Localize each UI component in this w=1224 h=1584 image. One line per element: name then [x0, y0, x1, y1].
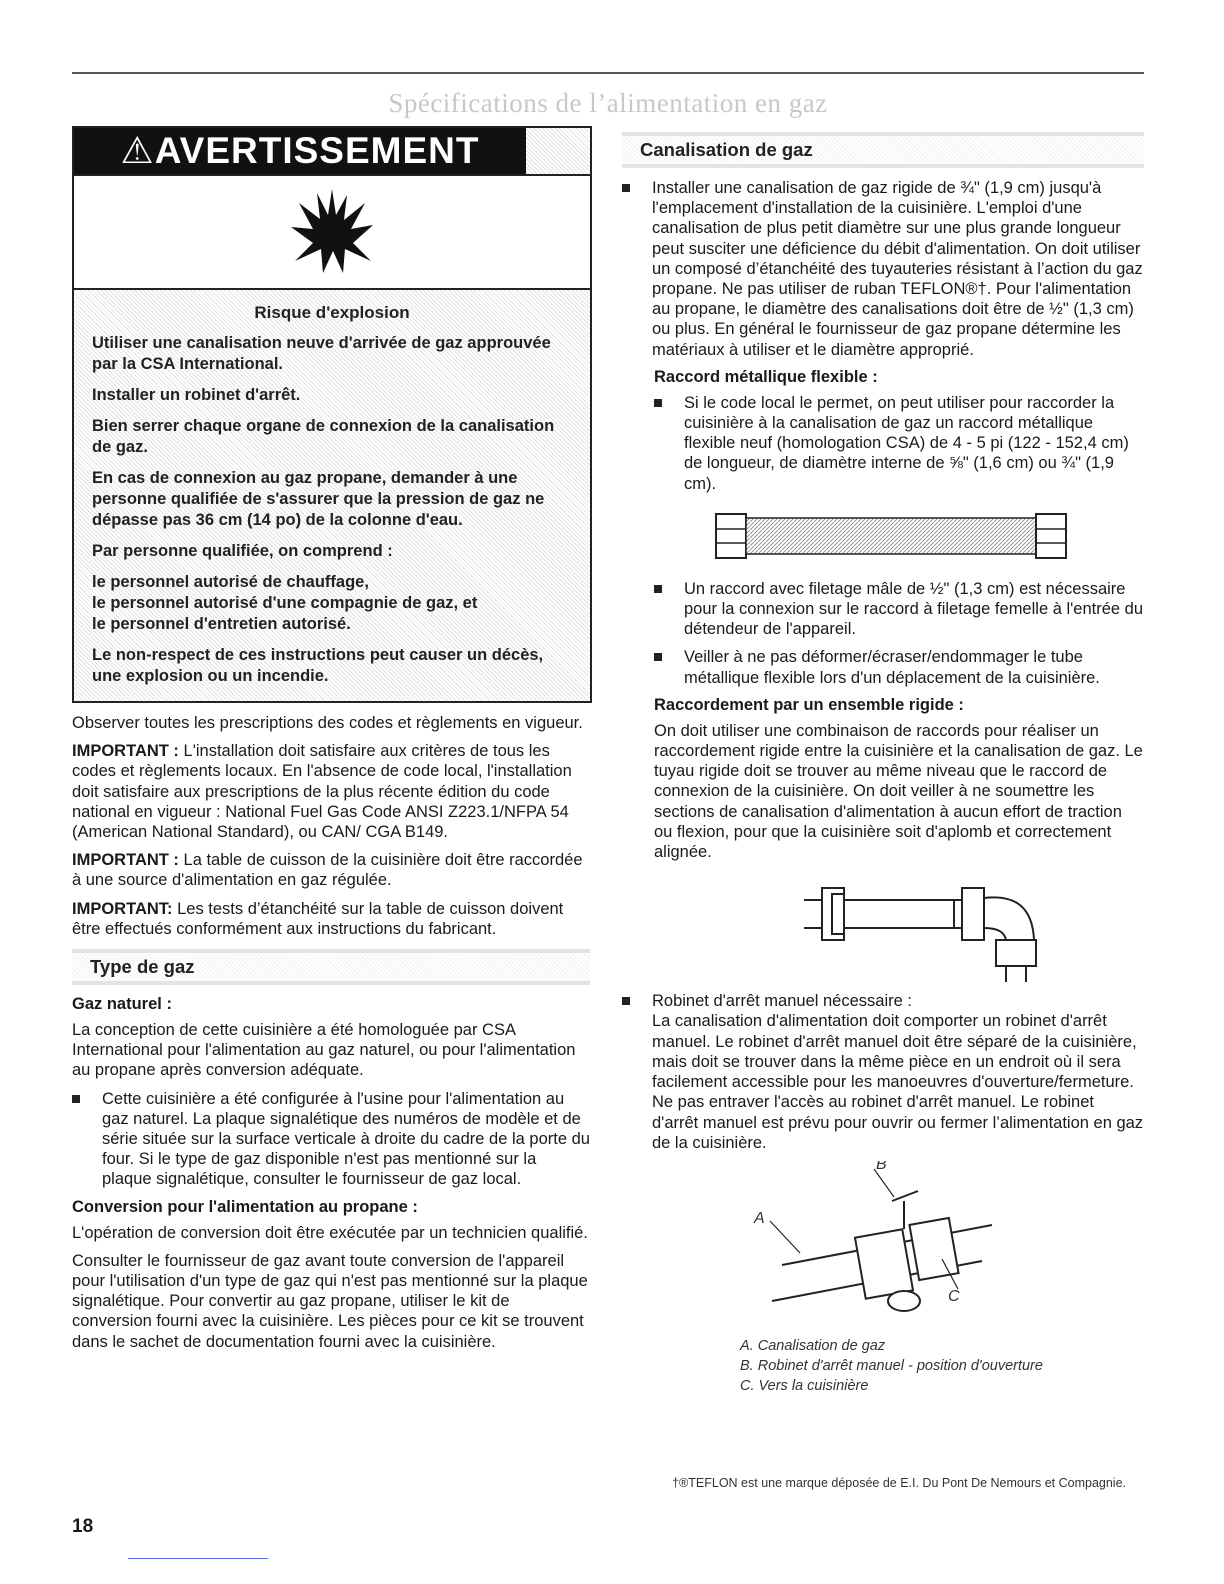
important-1-text: L'installation doit satisfaire aux critères de tous les codes et règlements locaux. En l'absence de code local, l'installation doit satisfaire aux prescriptions de la plus récente édition du code national en vigueur : National Fuel Gas Code ANSI Z223.1/NFPA 54 (American National Standard), ou CAN/ CGA B149.: [72, 742, 572, 842]
explosion-icon: [287, 187, 377, 277]
page-number: 18: [72, 1516, 94, 1537]
warning-header: [74, 128, 590, 174]
rigid-connection-text: On doit utiliser une combinaison de raccords pour réaliser un raccordement rigide entre la cuisinière et la canalisation de gaz. Le tuyau rigide doit se trouver au même niveau que le raccord de connexion de la cuisinière. On doit veiller à ne soumettre les sections de canalisation d'alimentation à aucun effort de traction ou flexion, pour que la cuisinière soit d'aplomb et correctement alignée.: [654, 721, 1143, 862]
warning-box: [72, 126, 592, 703]
rigid-connection-heading: Raccordement par un ensemble rigide :: [654, 695, 964, 714]
label-b: B: [876, 1160, 887, 1173]
warning-body: [74, 290, 590, 701]
flex-bullet-1-text: Si le code local le permet, on peut utiliser pour raccorder la cuisinière à la canalisation de gaz un raccord métallique flexible neuf (homologation CSA) de 4 - 5 pi (122 - 152,4 cm) de longueur, de diamètre interne de ⅝" (1,6 cm) ou ¾" (1,9 cm).: [684, 393, 1129, 493]
bullet-square-icon: [622, 991, 652, 1153]
right-column: [622, 126, 1144, 1396]
important-3: [72, 899, 590, 939]
gas-line-heading: Canalisation de gaz: [622, 132, 1144, 168]
teflon-footnote: †®TEFLON est une marque déposée de E.I. Du Pont De Nemours et Compagnie.: [672, 1476, 1126, 1490]
bottom-link-line: [128, 1558, 268, 1559]
warning-p4: En cas de connexion au gaz propane, demander à une personne qualifiée de s'assurer que la pression de gaz ne dépasse pas 36 cm (14 po) de la colonne d'eau.: [92, 469, 545, 529]
warning-p6-line1: le personnel autorisé de chauffage,: [92, 573, 369, 591]
bullet-square-icon: [72, 1089, 102, 1190]
warning-title: Risque d'explosion: [254, 303, 410, 322]
important-2-label: IMPORTANT :: [72, 851, 179, 870]
observe-text: Observer toutes les prescriptions des codes et règlements en vigueur.: [72, 714, 583, 732]
warning-p6-line2: le personnel autorisé d'une compagnie de gaz, et: [92, 594, 478, 612]
propane-heading: Conversion pour l'alimentation au propane :: [72, 1197, 418, 1216]
valve-bullet-title: Robinet d'arrêt manuel nécessaire :: [652, 992, 912, 1011]
flex-bullet-3-text: Veiller à ne pas déformer/écraser/endommager le tube métallique flexible lors d'un déplacement de la cuisinière.: [684, 648, 1100, 687]
flex-bullet-3: [654, 647, 1144, 687]
warning-p1: Utiliser une canalisation neuve d'arrivée de gaz approuvée par la CSA International.: [92, 334, 551, 373]
page-title: Spécifications de l’alimentation en gaz: [388, 88, 828, 118]
flex-bullet-2-text: Un raccord avec filetage mâle de ½" (1,3 cm) est nécessaire pour la connexion sur le raccord à filetage femelle à l'entrée du détendeur de l'appareil.: [684, 579, 1144, 639]
important-3-text: Les tests d’étanchéité sur la table de cuisson doivent être effectués conformément aux instructions du fabricant.: [72, 899, 564, 938]
warning-banner: [74, 128, 526, 174]
bullet-square-icon: [654, 579, 684, 640]
flex-connector-illustration: [654, 506, 1134, 566]
warning-banner-text: AVERTISSEMENT: [154, 130, 480, 171]
explosion-symbol: [74, 174, 590, 290]
important-1-label: IMPORTANT :: [72, 742, 179, 761]
propane-p2: Consulter le fournisseur de gaz avant toute conversion de l'appareil pour l'utilisation d'un type de gaz qui n'est pas mentionné sur la plaque signalétique. Pour convertir au gaz propane, utiliser le kit de conversion fourni avec la cuisinière. Les pièces pour ce kit se trouvent dans le sachet de documentation fourni avec la cuisinière.: [72, 1251, 588, 1351]
natural-gas-heading: Gaz naturel :: [72, 995, 172, 1014]
gas-line-bullet: [622, 178, 1144, 360]
label-a: A: [754, 1209, 765, 1227]
natural-gas-text: La conception de cette cuisinière a été homologuée par CSA International pour l'alimentation au gaz naturel, ou pour l'alimentation au propane après conversion adéquate.: [72, 1021, 576, 1080]
valve-bullet-content: [652, 991, 1144, 1153]
valve-bullet-text: La canalisation d'alimentation doit comporter un robinet d'arrêt manuel. Le robinet d'arrêt manuel doit être séparé de la cuisinière, mais doit se trouver dans la même pièce en un endroit où il sera facilement accessible pour les manoeuvres d'ouverture/fermeture. Ne pas entraver l'accès au robinet d'arrêt manuel. Le robinet d'arrêt manuel est prévu pour ouvrir ou fermer l’alimentation en gaz de la cuisinière.: [652, 1012, 1144, 1152]
important-2: [72, 850, 590, 890]
bullet-square-icon: [622, 178, 652, 360]
important-2-text: La table de cuisson de la cuisinière doit être raccordée à une source d'alimentation en gaz régulée.: [72, 851, 583, 890]
shutoff-valve-illustration: [622, 1161, 1142, 1331]
valve-caption-c: C. Vers la cuisinière: [740, 1377, 869, 1394]
left-column: [72, 126, 590, 1360]
valve-caption-b: B. Robinet d'arrêt manuel - position d'ouverture: [740, 1357, 1043, 1374]
top-rule: [72, 72, 1144, 74]
warning-p6-line3: le personnel d'entretien autorisé.: [92, 615, 351, 633]
flex-bullet-2: [654, 579, 1144, 640]
rigid-pipe-illustration: [654, 870, 1134, 982]
flex-bullet-1: [654, 393, 1144, 494]
gas-type-heading: Type de gaz: [72, 949, 590, 985]
label-c: C: [948, 1287, 960, 1305]
warning-triangle-icon: ⚠: [120, 130, 155, 171]
warning-p2: Installer un robinet d'arrêt.: [92, 386, 301, 404]
valve-caption-a: A. Canalisation de gaz: [740, 1337, 886, 1354]
gas-line-bullet-text: Installer une canalisation de gaz rigide de ¾" (1,9 cm) jusqu'à l'emplacement d'installation de la cuisinière. L'emploi d'une canalisation de plus petit diamètre sur une plus grande longueur peut susciter une déficience du débit d'alimentation. On doit utiliser un composé d’étanchéité des tuyauteries résistant à l’action du gaz propane. Ne pas utiliser de ruban TEFLON®†. Pour l'alimentation au propane, le diamètre des canalisations doit être de ½" (1,3 cm) ou plus. En général le fournisseur de gaz propane détermine les matériaux à utiliser et le diamètre approprié.: [652, 179, 1143, 359]
natural-gas-bullet: [72, 1089, 590, 1190]
important-3-label: IMPORTANT:: [72, 899, 173, 918]
warning-p7: Le non-respect de ces instructions peut causer un décès, une explosion ou un incendie.: [92, 646, 544, 685]
warning-p5: Par personne qualifiée, on comprend :: [92, 542, 393, 560]
warning-p3: Bien serrer chaque organe de connexion de la canalisation de gaz.: [92, 417, 555, 456]
valve-bullet: [622, 991, 1144, 1153]
bullet-square-icon: [654, 393, 684, 494]
important-1: [72, 741, 590, 842]
propane-p1: L'opération de conversion doit être exécutée par un technicien qualifié.: [72, 1223, 588, 1242]
bullet-square-icon: [654, 647, 684, 687]
flex-connector-heading: Raccord métallique flexible :: [654, 367, 878, 386]
natural-gas-bullet-text: Cette cuisinière a été configurée à l'usine pour l'alimentation au gaz naturel. La plaque signalétique des numéros de modèle et de série située sur la surface verticale à droite du cadre de la porte du four. Si le type de gaz disponible n'est pas mentionné sur la plaque signalétique, consulter le fournisseur de gaz local.: [102, 1089, 590, 1189]
